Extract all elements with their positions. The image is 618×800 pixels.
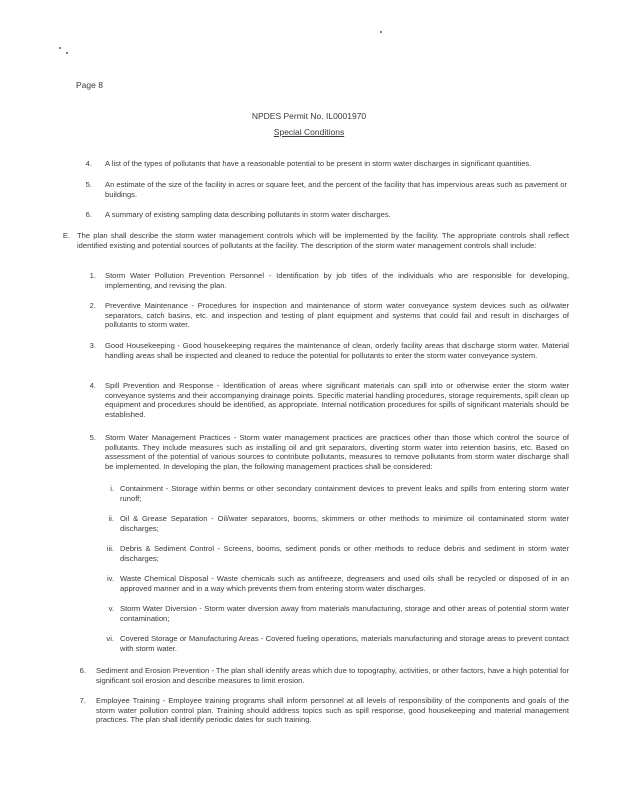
item-text: Sediment and Erosion Prevention - The plan shall identify areas which due to topography, activities, or other factors, have a high potential for significant soil erosion and describe measures to limit erosion. xyxy=(96,666,569,685)
item-text: Containment - Storage within berms or other secondary containment devices to prevent leaks and spills from entering storm water runoff; xyxy=(120,484,569,503)
item-text: Storm Water Management Practices - Storm water management practices are practices other than those which control the source of pollutants. They include measures such as installing oil and grit separators, diverting storm water into retention basins, etc. Based on assessment of the potential of various sources to contribute pollutants, measures to remove pollutants from storm water discharge shall be implemented. In developing the plan, the following management practices shall be considered: xyxy=(105,433,569,471)
item-number: 5. xyxy=(89,433,96,442)
item-text: Good Housekeeping - Good housekeeping requires the maintenance of clean, orderly facility areas that discharge storm water. Material handling areas shall be inspected and cleaned to reduce the potential for pollutants to enter the storm water conveyance system. xyxy=(105,341,569,360)
item-text: Covered Storage or Manufacturing Areas - Covered fueling operations, materials manufacturing and storage areas to prevent contact with storm water. xyxy=(120,634,569,653)
item-text: Preventive Maintenance - Procedures for inspection and maintenance of storm water conveyance system devices such as oil/water separators, catch basins, etc. and inspection and testing of plant equipment and systems that could fail and result in discharges of pollutants to storm water. xyxy=(105,301,569,329)
item-number: vi. xyxy=(106,634,114,643)
item-number: iv. xyxy=(106,574,114,583)
item-number: i. xyxy=(110,484,114,493)
item-text: A list of the types of pollutants that have a reasonable potential to be present in storm water discharges in significant quantities. xyxy=(105,159,532,168)
section-number: E. xyxy=(62,231,70,240)
item-number: 5. xyxy=(85,180,92,189)
item-text: Spill Prevention and Response - Identification of areas where significant materials can spill into or otherwise enter the storm water conveyance systems and their accompanying drainage points. Specific material handling procedures, storage requirements, spill clean up equipment and procedures should be identified, as appropriate. Internal notification procedures for spills of significant materials should be established. xyxy=(105,381,569,419)
scan-speck xyxy=(66,52,68,54)
section-title: Special Conditions xyxy=(273,127,345,137)
item-number: v. xyxy=(108,604,114,613)
item-text: Storm Water Diversion - Storm water diversion away from materials manufacturing, storage and other areas of potential storm water contamination; xyxy=(120,604,569,623)
scan-speck xyxy=(59,47,61,49)
item-number: 6. xyxy=(85,210,92,219)
item-number: iii. xyxy=(106,544,114,553)
item-number: 7. xyxy=(79,696,86,705)
item-text: A summary of existing sampling data describing pollutants in storm water discharges. xyxy=(105,210,391,219)
item-number: 6. xyxy=(79,666,86,675)
scan-speck xyxy=(380,31,382,33)
item-number: ii. xyxy=(108,514,114,523)
item-number: 4. xyxy=(85,159,92,168)
item-text: Debris & Sediment Control - Screens, booms, sediment ponds or other methods to reduce debris and sediment in storm water discharges; xyxy=(120,544,569,563)
item-text: Employee Training - Employee training programs shall inform personnel at all levels of responsibility of the components and goals of the storm water pollution control plan. Training should address topics such as spill response, good housekeeping and material management practices. The plan shall identify periodic dates for such training. xyxy=(96,696,569,724)
item-number: 1. xyxy=(89,271,96,280)
item-text: An estimate of the size of the facility in acres or square feet, and the percent of the facility that has impervious areas such as pavement or buildings. xyxy=(105,180,567,199)
item-text: Storm Water Pollution Prevention Personnel - Identification by job titles of the individuals who are responsible for developing, implementing, and revising the plan. xyxy=(105,271,569,290)
permit-title: NPDES Permit No. IL0001970 xyxy=(251,111,367,121)
item-number: 2. xyxy=(89,301,96,310)
section-text: The plan shall describe the storm water management controls which will be implemented by the facility. The appropriate controls shall reflect identified existing and potential sources of pollutants at the facility. The description of the storm water management controls shall include: xyxy=(77,231,569,250)
item-text: Oil & Grease Separation - Oil/water separators, booms, skimmers or other methods to minimize oil contaminated storm water discharges; xyxy=(120,514,569,533)
page-number: Page 8 xyxy=(76,80,103,90)
item-number: 4. xyxy=(89,381,96,390)
item-number: 3. xyxy=(89,341,96,350)
item-text: Waste Chemical Disposal - Waste chemicals such as antifreeze, degreasers and used oils shall be recycled or disposed of in an approved manner and in a way which prevents them from entering storm water discharges. xyxy=(120,574,569,593)
